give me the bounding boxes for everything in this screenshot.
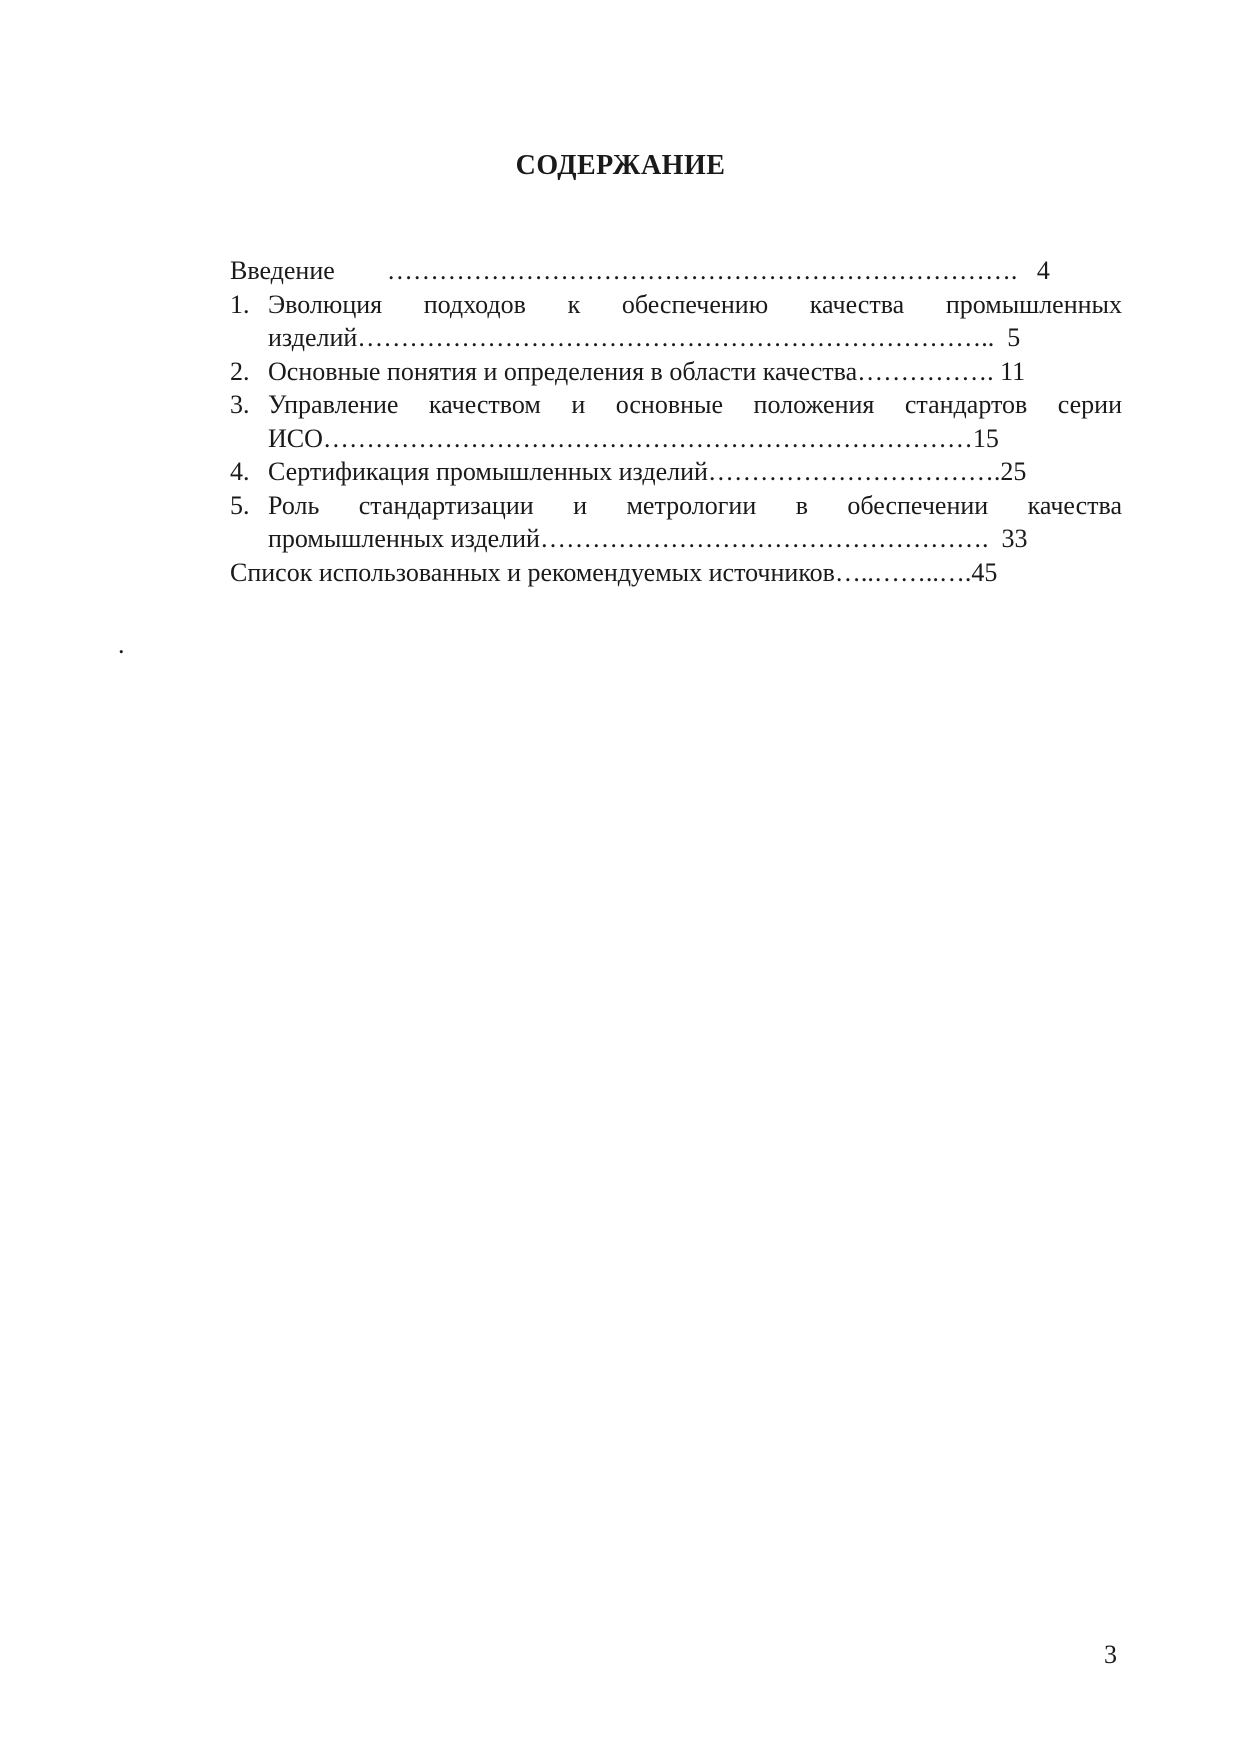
stray-mark: . xyxy=(118,630,125,659)
toc-entry-label: Основные понятия и определения в области качества……………. xyxy=(268,356,994,386)
toc-entry-number: 5. xyxy=(230,490,250,520)
toc-entry-number: 1. xyxy=(230,289,250,319)
toc-entry-1-line-1 xyxy=(230,288,1122,322)
toc-entry-label: изделий……………………………………………………………….. xyxy=(268,323,995,352)
toc-entry-number: 3. xyxy=(230,390,250,419)
toc-entry-label: Эволюция подходов к обеспечению качества промышленных xyxy=(268,289,1122,319)
toc-entry-number: 4. xyxy=(230,457,250,486)
toc-entry-page: 5 xyxy=(1007,323,1021,352)
toc-entry-2 xyxy=(230,355,1122,389)
toc-entry-number: 2. xyxy=(230,356,250,386)
toc-entry-label: Список использованных и рекомендуемых источников…..……..…. xyxy=(230,557,972,587)
toc-entry-page: 33 xyxy=(1001,524,1028,553)
toc-entry-5-line-2 xyxy=(230,522,1122,556)
toc-entry-1-line-2 xyxy=(230,321,1122,355)
toc-entry-gap xyxy=(335,256,387,285)
toc-entry-label: Управление качеством и основные положения стандартов серии xyxy=(268,390,1122,419)
toc-entry-leader: ………………………………………………………………. xyxy=(386,256,1018,285)
toc-entry-label: Сертификация промышленных изделий……………………………. xyxy=(268,457,1001,486)
toc-entry-3-line-2 xyxy=(230,422,1122,456)
toc-entry-page: 45 xyxy=(971,557,998,587)
toc-entry-label: ИСО………………………………………………………………… xyxy=(268,423,973,453)
toc-entry-4 xyxy=(230,455,1122,489)
page-number: 3 xyxy=(1104,1640,1117,1669)
toc-entry-page: 4 xyxy=(1036,256,1050,285)
toc-entry-label: промышленных изделий……………………………………………. xyxy=(268,524,989,553)
toc-entry-page: 25 xyxy=(1000,457,1027,486)
table-of-contents xyxy=(230,254,1122,589)
toc-entry-label: Введение xyxy=(230,256,335,285)
toc-entry-page: 11 xyxy=(1000,356,1026,386)
document-title: СОДЕРЖАНИЕ xyxy=(515,150,726,181)
toc-entry-5-line-1 xyxy=(230,489,1122,523)
toc-entry-page: 15 xyxy=(972,423,999,453)
toc-entry-sources xyxy=(230,556,1122,590)
toc-entry-label: Роль стандартизации и метрологии в обеспечении качества xyxy=(268,490,1122,520)
toc-entry-3-line-1 xyxy=(230,388,1122,422)
toc-entry-introduction xyxy=(230,254,1122,288)
